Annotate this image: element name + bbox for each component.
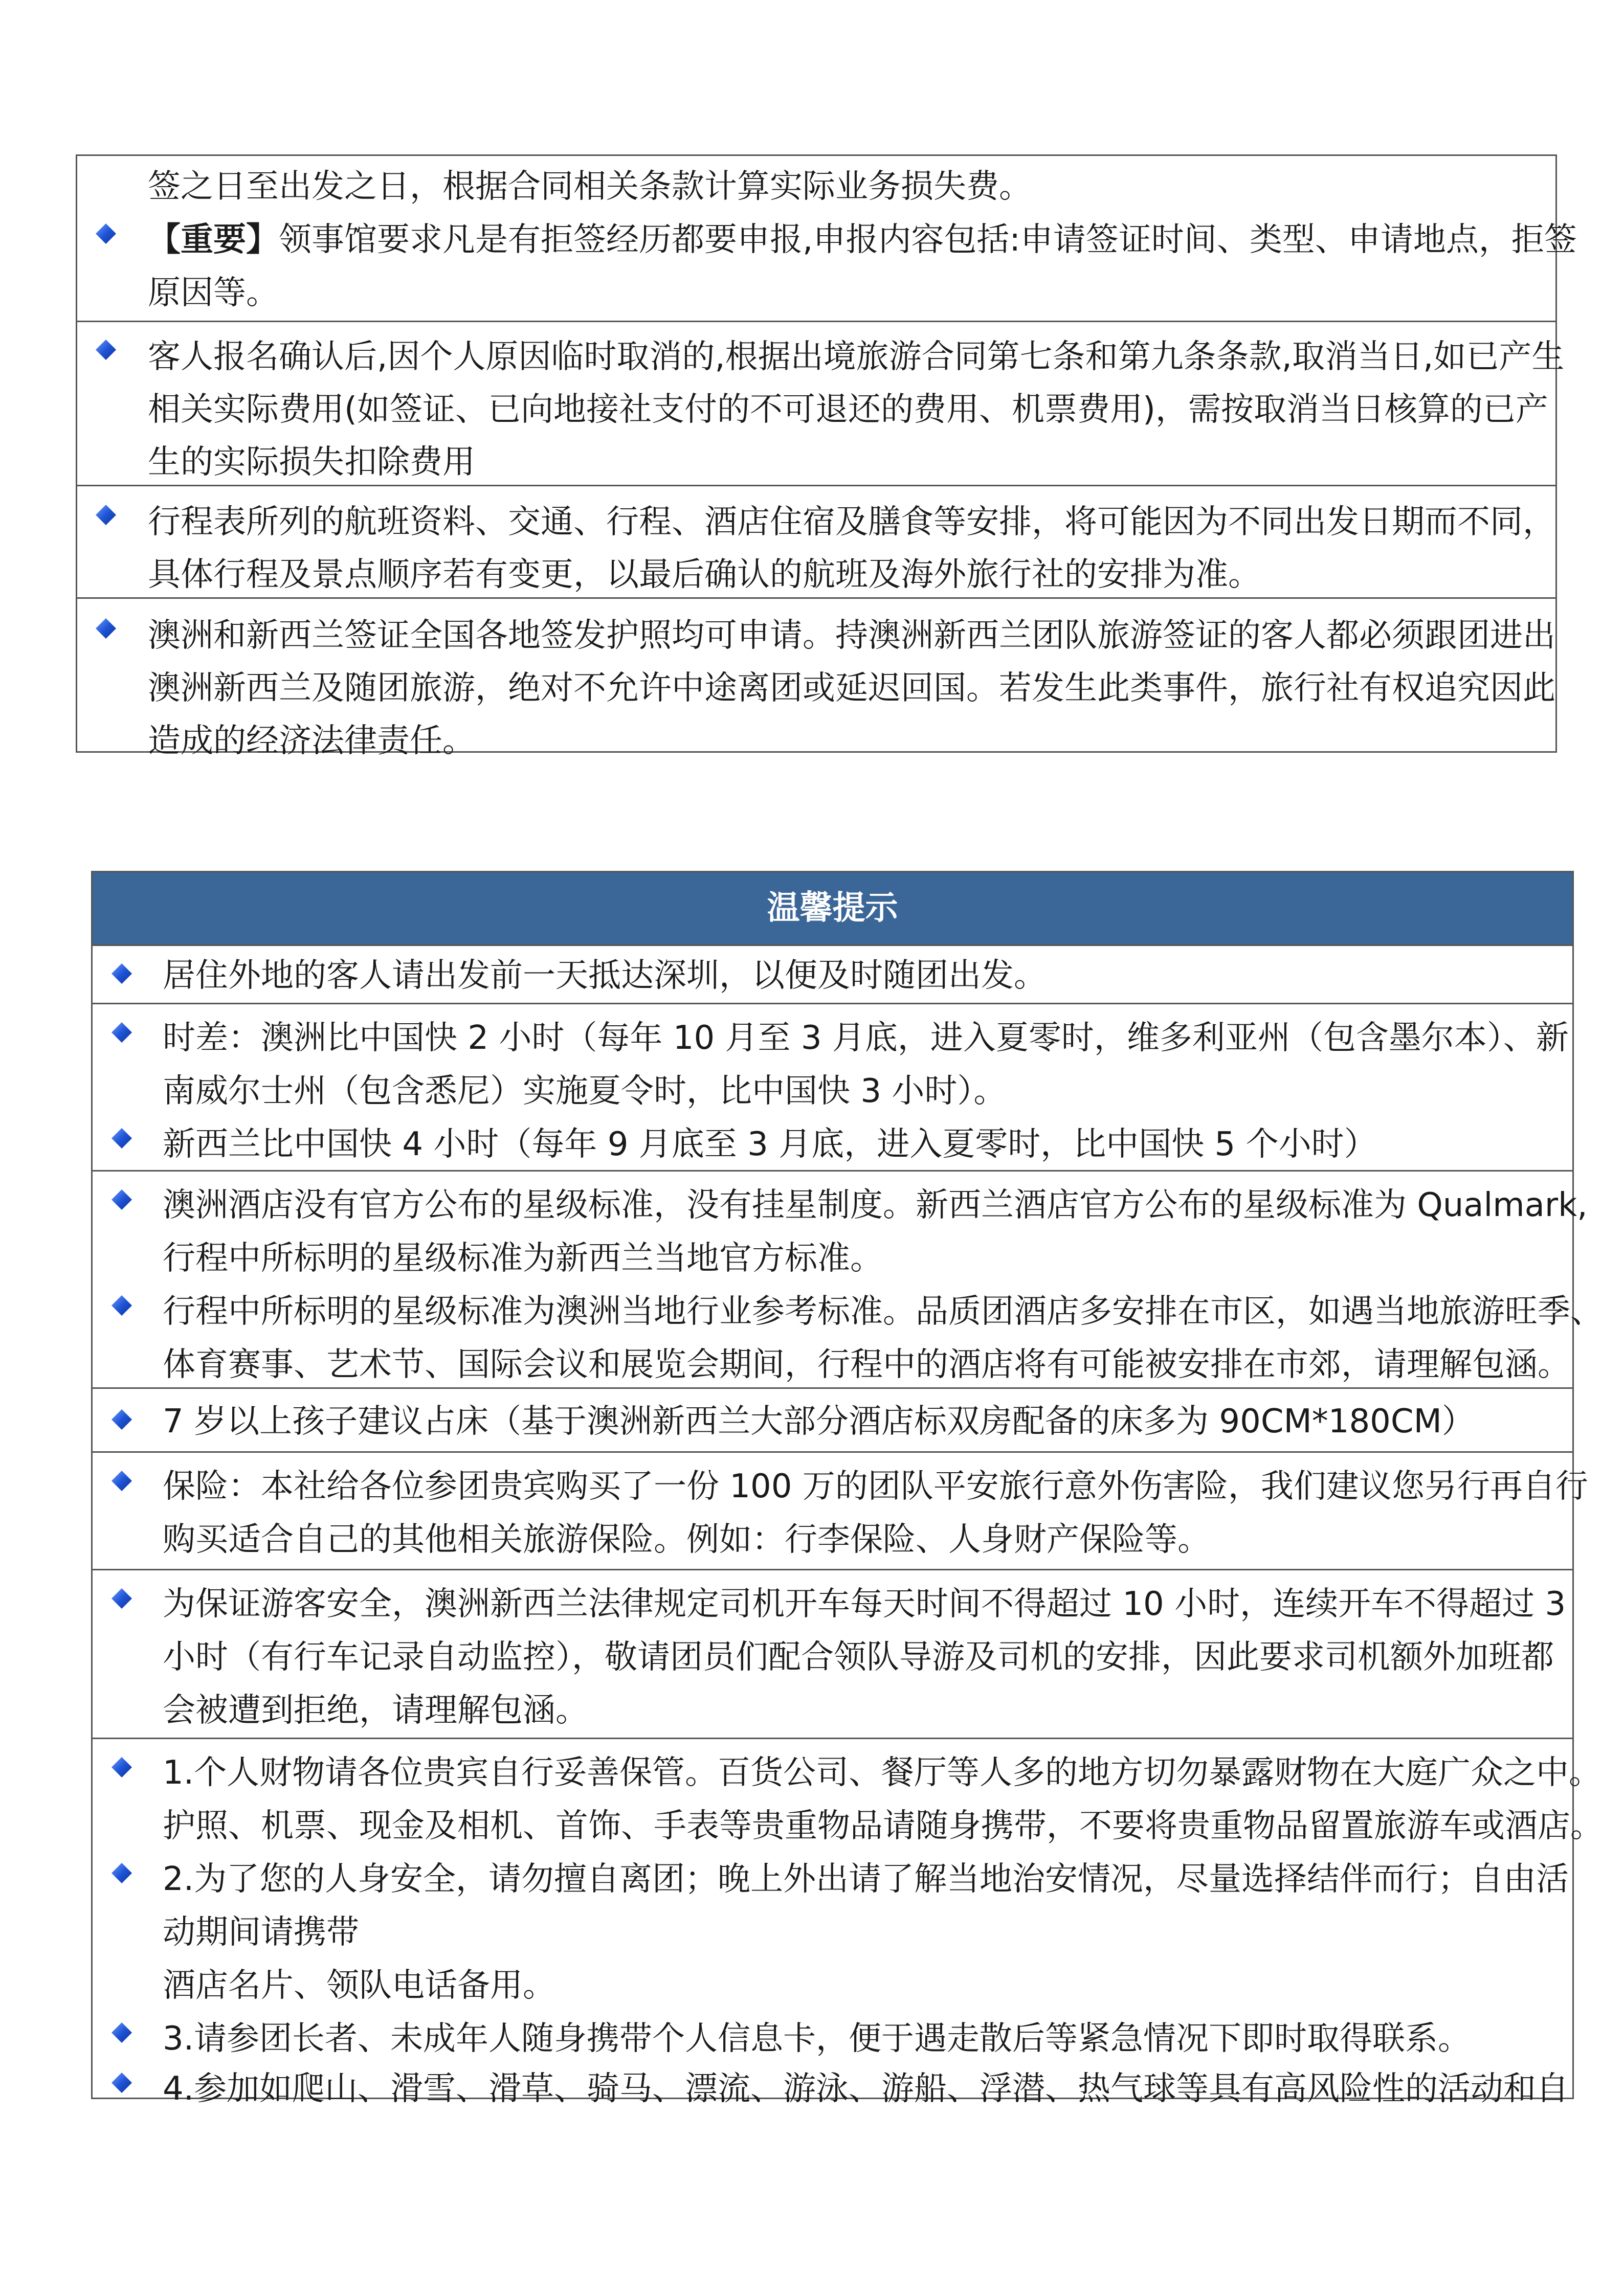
row-text-line: 4.参加如爬山、滑雪、滑草、骑马、漂流、游泳、游船、浮潜、热气球等具有高风险性的活动和自 xyxy=(163,2070,1569,2108)
diamond-bullet-icon xyxy=(110,1021,133,1044)
table-row xyxy=(93,1004,1572,1172)
row-text-line: 护照、机票、现金及相机、首饰、手表等贵重物品请随身携带，不要将贵重物品留置旅游车或酒店。 xyxy=(163,1807,1603,1845)
row-text-line: 行程表所列的航班资料、交通、行程、酒店住宿及膳食等安排，将可能因为不同出发日期而不同， xyxy=(148,503,1555,541)
row-text-line: 购买适合自己的其他相关旅游保险。例如：行李保险、人身财产保险等。 xyxy=(163,1521,1210,1559)
row-text-line: 造成的经济法律责任。 xyxy=(148,722,475,760)
row-text-line: 澳洲新西兰及随团旅游，绝对不允许中途离团或延迟回国。若发生此类事件，旅行社有权追究因此 xyxy=(148,669,1555,707)
row-text-line: 为保证游客安全，澳洲新西兰法律规定司机开车每天时间不得超过 10 小时，连续开车不得超过 3 xyxy=(163,1585,1566,1623)
table-row xyxy=(77,599,1555,760)
diamond-bullet-icon xyxy=(95,617,117,640)
diamond-bullet-icon xyxy=(110,1587,133,1610)
table-row xyxy=(93,1389,1572,1453)
diamond-bullet-icon xyxy=(110,1294,133,1317)
row-text-line: 行程中所标明的星级标准为澳洲当地行业参考标准。品质团酒店多安排在市区，如遇当地旅游旺季、 xyxy=(163,1293,1603,1331)
diamond-bullet-icon xyxy=(110,1756,133,1779)
diamond-bullet-icon xyxy=(95,504,117,526)
row-text-line: 新西兰比中国快 4 小时（每年 9 月底至 3 月底，进入夏零时，比中国快 5 个小时） xyxy=(163,1126,1377,1163)
table-row xyxy=(93,1453,1588,1570)
diamond-bullet-icon xyxy=(95,222,117,245)
row-text-line: 7 岁以上孩子建议占床（基于澳洲新西兰大部分酒店标双房配备的床多为 90CM*180CM） xyxy=(163,1403,1475,1440)
row-text-line: 体育赛事、艺术节、国际会议和展览会期间，行程中的酒店将有可能被安排在市郊，请理解包涵。 xyxy=(163,1346,1570,1384)
row-text-line: 1.个人财物请各位贵宾自行妥善保管。百货公司、餐厅等人多的地方切勿暴露财物在大庭广众之中。 xyxy=(163,1754,1602,1792)
row-text-line: 时差：澳洲比中国快 2 小时（每年 10 月至 3 月底，进入夏零时，维多利亚州（包含墨尔本）、新 xyxy=(163,1019,1569,1057)
important-tag: 【重要】 xyxy=(148,221,279,259)
diamond-bullet-icon xyxy=(110,1127,133,1150)
row-text-line: 会被遭到拒绝，请理解包涵。 xyxy=(163,1692,588,1729)
diamond-bullet-icon xyxy=(110,1862,133,1884)
tips-table xyxy=(91,871,1603,2108)
diamond-bullet-icon xyxy=(110,1408,133,1431)
row-text-line: 3.请参团长者、未成年人随身携带个人信息卡，便于遇走散后等紧急情况下即时取得联系。 xyxy=(163,2020,1471,2058)
diamond-bullet-icon xyxy=(110,1188,133,1211)
row-text-line: 原因等。 xyxy=(148,274,279,312)
diamond-bullet-icon xyxy=(110,2021,133,2044)
row-text-line: 具体行程及景点顺序若有变更，以最后确认的航班及海外旅行社的安排为准。 xyxy=(148,556,1261,594)
row-text-line: 南威尔士州（包含悉尼）实施夏令时，比中国快 3 小时）。 xyxy=(163,1072,1007,1110)
tips-title: 温馨提示 xyxy=(767,889,898,927)
row-text-line: 行程中所标明的星级标准为新西兰当地官方标准。 xyxy=(163,1240,883,1277)
table-row xyxy=(77,486,1555,599)
row-text-line: 动期间请携带 xyxy=(163,1914,359,1951)
table-row xyxy=(93,1172,1603,1389)
row-text-line: 澳洲和新西兰签证全国各地签发护照均可申请。持澳洲新西兰团队旅游签证的客人都必须跟团进出 xyxy=(148,617,1555,655)
diamond-bullet-icon xyxy=(110,962,133,985)
row-text-line: 酒店名片、领队电话备用。 xyxy=(163,1967,555,2005)
row-text-line: 保险：本社给各位参团贵宾购买了一份 100 万的团队平安旅行意外伤害险，我们建议您另行再自行 xyxy=(163,1468,1588,1505)
table-row xyxy=(93,1570,1572,1739)
diamond-bullet-icon xyxy=(110,2072,133,2094)
table-row xyxy=(77,322,1565,486)
row-text-line: 小时（有行车记录自动监控），敬请团员们配合领队导游及司机的安排，因此要求司机额外加班都 xyxy=(163,1638,1554,1676)
row-text-line: 客人报名确认后,因个人原因临时取消的,根据出境旅游合同第七条和第九条条款,取消当日,如已产生 xyxy=(148,338,1565,376)
diamond-bullet-icon xyxy=(95,339,117,361)
diamond-bullet-icon xyxy=(110,1470,133,1492)
row-text-line: 2.为了您的人身安全，请勿擅自离团；晚上外出请了解当地治安情况，尽量选择结伴而行；自由活 xyxy=(163,1860,1569,1898)
table-row xyxy=(77,156,1577,322)
notice-table xyxy=(76,154,1577,760)
row-text-line: 签之日至出发之日，根据合同相关条款计算实际业务损失费。 xyxy=(148,168,1032,206)
row-text-line: 居住外地的客人请出发前一天抵达深圳，以便及时随团出发。 xyxy=(163,957,1047,995)
table-row xyxy=(93,1739,1603,2108)
tips-header xyxy=(93,872,1572,946)
row-text-line: 【重要】领事馆要求凡是有拒签经历都要申报,申报内容包括:申请签证时间、类型、申请地点，拒签 xyxy=(148,221,1577,259)
row-text-line: 相关实际费用(如签证、已向地接社支付的不可退还的费用、机票费用)，需按取消当日核算的已产 xyxy=(148,391,1548,429)
row-text-line: 生的实际损失扣除费用 xyxy=(148,443,475,481)
row-text-line: 澳洲酒店没有官方公布的星级标准，没有挂星制度。新西兰酒店官方公布的星级标准为 Qualmark, xyxy=(163,1186,1588,1224)
table-row xyxy=(93,946,1572,1004)
